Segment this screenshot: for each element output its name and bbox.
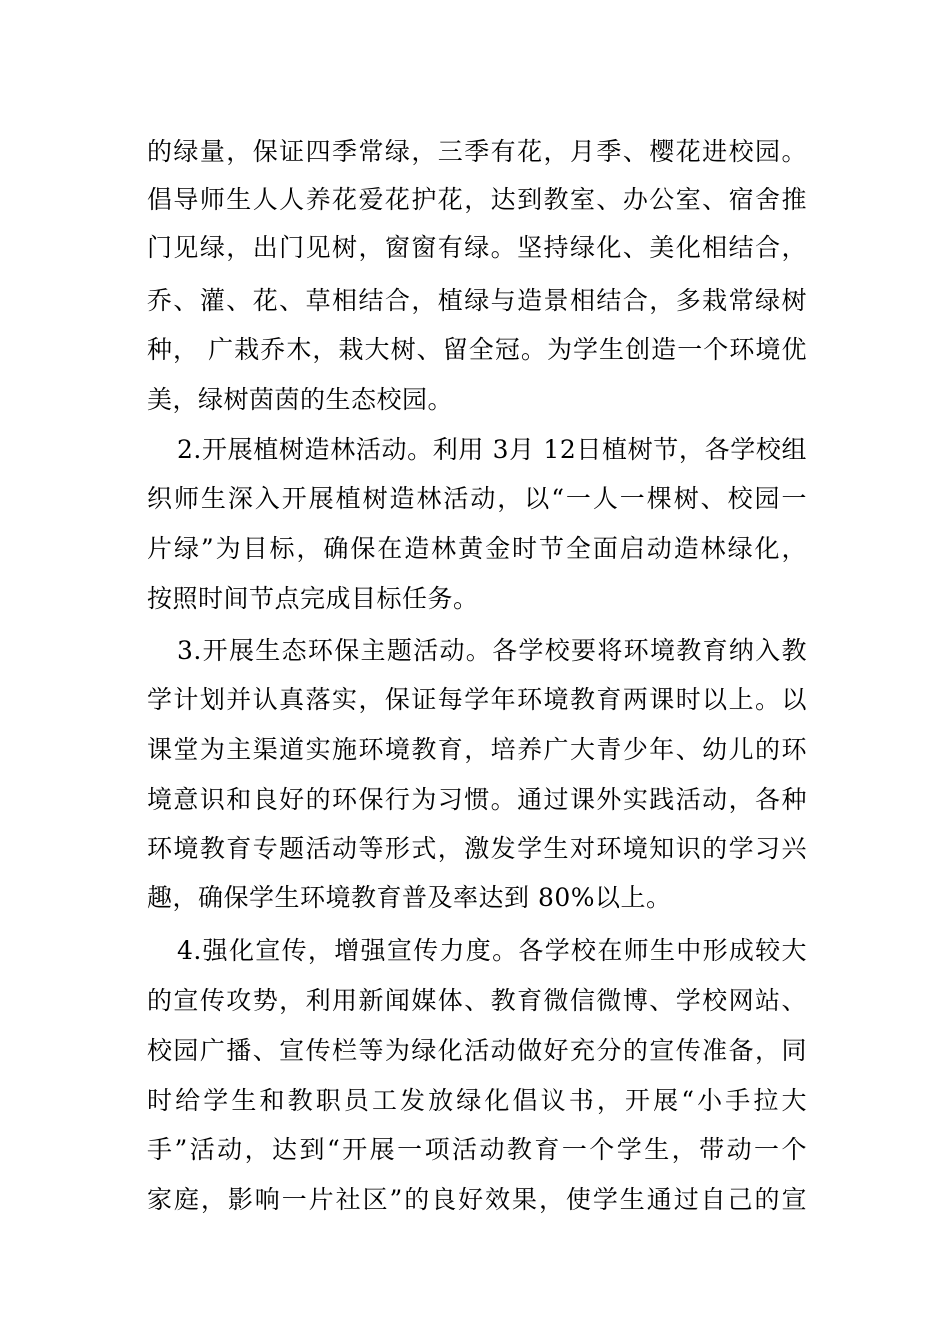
text-line: 片绿”为目标，确保在造林黄金时节全面启动造林绿化，	[147, 534, 807, 563]
paragraph-3-first-line: 3.开展生态环保主题活动。各学校要将环境教育纳入教	[177, 636, 807, 665]
paragraph-4-first-line: 4.强化宣传，增强宣传力度。各学校在师生中形成较大	[177, 936, 807, 965]
text-line: 门见绿，出门见树，窗窗有绿。坚持绿化、美化相结合，	[147, 233, 807, 262]
text-line: 趣，确保学生环境教育普及率达到 80%以上。	[147, 883, 672, 912]
text-line: 种， 广栽乔木，栽大树、留全冠。为学生创造一个环境优	[147, 335, 807, 364]
text-line: 校园广播、宣传栏等为绿化活动做好充分的宣传准备，同	[147, 1036, 807, 1065]
text-line: 学计划并认真落实，保证每学年环境教育两课时以上。以	[147, 685, 807, 714]
text-line: 环境教育专题活动等形式，激发学生对环境知识的学习兴	[147, 834, 807, 863]
text-line: 的宣传攻势，利用新闻媒体、教育微信微博、学校网站、	[147, 986, 807, 1015]
text-line: 按照时间节点完成目标任务。	[147, 584, 479, 613]
text-line: 倡导师生人人养花爱花护花，达到教室、办公室、宿舍推	[147, 185, 807, 214]
text-line: 手”活动，达到“开展一项活动教育一个学生，带动一个	[147, 1135, 807, 1164]
text-line: 课堂为主渠道实施环境教育，培养广大青少年、幼儿的环	[147, 735, 807, 764]
text-line: 时给学生和教职员工发放绿化倡议书，开展“小手拉大	[147, 1086, 807, 1115]
text-line: 的绿量，保证四季常绿，三季有花，月季、樱花进校园。	[147, 137, 807, 166]
paragraph-2-first-line: 2.开展植树造林活动。利用 3月 12日植树节，各学校组	[177, 435, 807, 464]
text-line: 境意识和良好的环保行为习惯。通过课外实践活动，各种	[147, 785, 807, 814]
text-line: 织师生深入开展植树造林活动，以“一人一棵树、校园一	[147, 484, 807, 513]
text-line: 乔、灌、花、草相结合，植绿与造景相结合，多栽常绿树	[147, 286, 807, 315]
text-line: 美，绿树茵茵的生态校园。	[147, 385, 454, 414]
text-line: 家庭，影响一片社区”的良好效果，使学生通过自己的宣	[147, 1185, 807, 1214]
